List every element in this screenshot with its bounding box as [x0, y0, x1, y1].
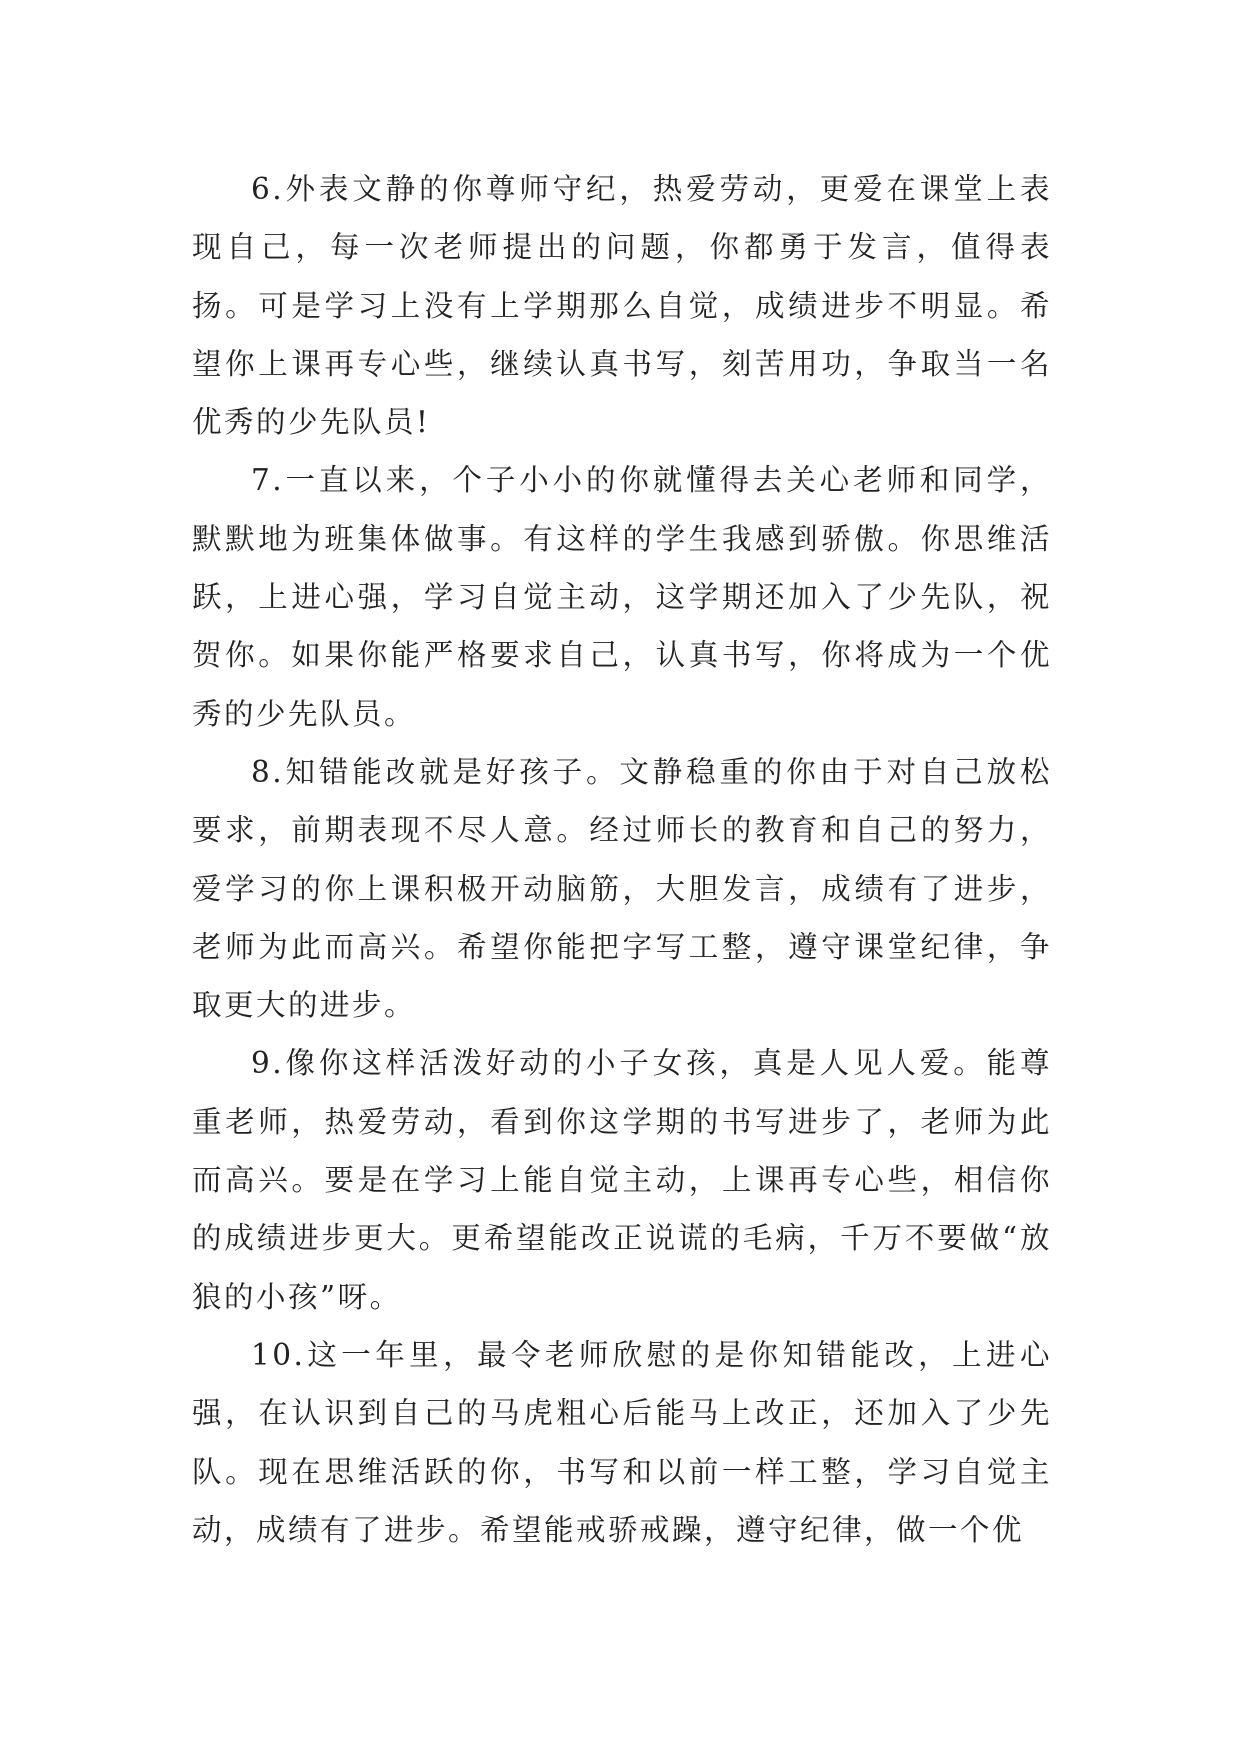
comment-paragraph-10: 10.这一年里，最令老师欣慰的是你知错能改，上进心强，在认识到自己的马虎粗心后能马上改正，还加入了少先队。现在思维活跃的你，书写和以前一样工整，学习自觉主动，成绩有了进步。希望能戒骄戒躁，遵守纪律，做一个优 [192, 1337, 1052, 1547]
comment-paragraph-9: 9.像你这样活泼好动的小子女孩，真是人见人爱。能尊重老师，热爱劳动，看到你这学期的书写进步了，老师为此而高兴。要是在学习上能自觉主动，上课再专心些，相信你的成绩进步更大。更希望能改正说谎的毛病，千万不要做“放狼的小孩”呀。 [192, 1046, 1052, 1314]
comment-paragraph-8: 8.知错能改就是好孩子。文静稳重的你由于对自己放松要求，前期表现不尽人意。经过师长的教育和自己的努力，爱学习的你上课积极开动脑筋，大胆发言，成绩有了进步，老师为此而高兴。希望你能把字写工整，遵守课堂纪律，争取更大的进步。 [192, 754, 1052, 1023]
comment-paragraph-7: 7.一直以来，个子小小的你就懂得去关心老师和同学，默默地为班集体做事。有这样的学生我感到骄傲。你思维活跃，上进心强，学习自觉主动，这学期还加入了少先队，祝贺你。如果你能严格要求自己，认真书写，你将成为一个优秀的少先队员。 [192, 463, 1052, 731]
document-body [192, 160, 1052, 1559]
comment-paragraph-6: 6.外表文静的你尊师守纪，热爱劳动，更爱在课堂上表现自己，每一次老师提出的问题，你都勇于发言，值得表扬。可是学习上没有上学期那么自觉，成绩进步不明显。希望你上课再专心些，继续认真书写，刻苦用功，争取当一名优秀的少先队员! [192, 172, 1052, 440]
